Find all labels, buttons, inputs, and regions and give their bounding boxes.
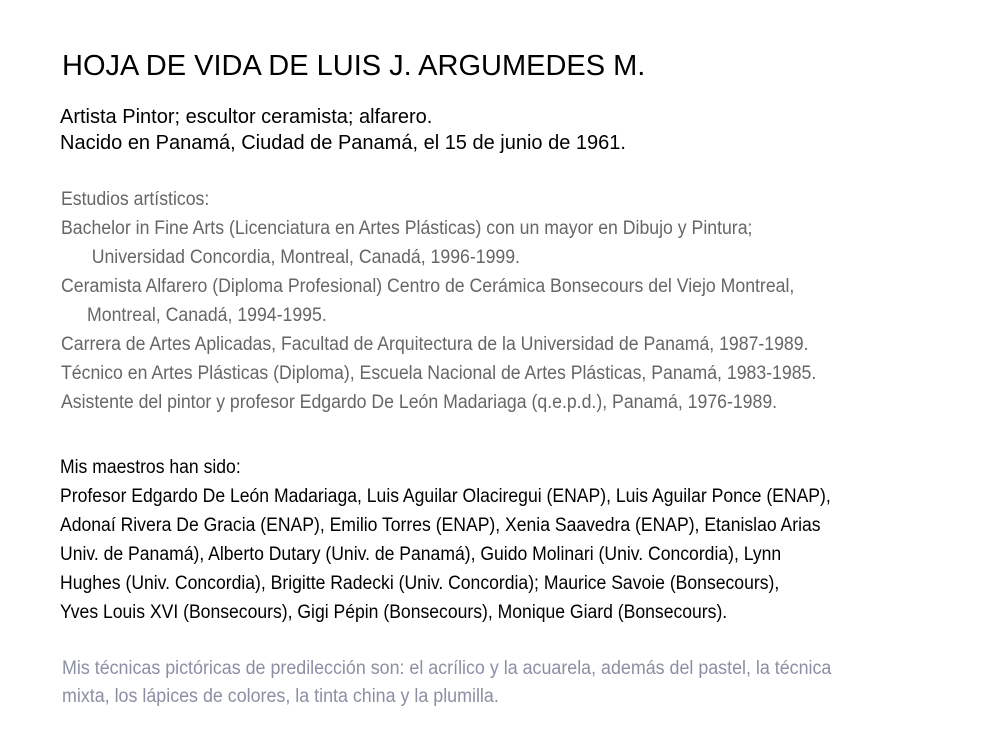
techniques-section xyxy=(62,655,831,711)
techniques-line: Mis técnicas pictóricas de predilección son: el acrílico y la acuarela, además del pastel, la técnica xyxy=(62,658,832,679)
teachers-line: Hughes (Univ. Concordia), Brigitte Radecki (Univ. Concordia); Maurice Savoie (Bonsecours), xyxy=(60,573,780,594)
studies-line: Carrera de Artes Aplicadas, Facultad de Arquitectura de la Universidad de Panamá, 1987-1989. xyxy=(61,334,809,355)
techniques-line: mixta, los lápices de colores, la tinta china y la plumilla. xyxy=(62,686,499,707)
teachers-section xyxy=(60,453,831,627)
intro-birth: Nacido en Panamá, Ciudad de Panamá, el 15 de junio de 1961. xyxy=(60,132,626,154)
studies-section xyxy=(61,185,816,417)
studies-line: Asistente del pintor y profesor Edgardo De León Madariaga (q.e.p.d.), Panamá, 1976-1989. xyxy=(61,392,778,413)
studies-line: Técnico en Artes Plásticas (Diploma), Escuela Nacional de Artes Plásticas, Panamá, 1983-1985. xyxy=(61,363,817,384)
page-title: HOJA DE VIDA DE LUIS J. ARGUMEDES M. xyxy=(62,50,646,82)
teachers-line: Yves Louis XVI (Bonsecours), Gigi Pépin (Bonsecours), Monique Giard (Bonsecours). xyxy=(60,602,728,623)
teachers-line: Adonaí Rivera De Gracia (ENAP), Emilio Torres (ENAP), Xenia Saavedra (ENAP), Etanislao Arias xyxy=(60,515,821,536)
teachers-line: Univ. de Panamá), Alberto Dutary (Univ. de Panamá), Guido Molinari (Univ. Concordia), Lynn xyxy=(60,544,782,565)
studies-heading: Estudios artísticos: xyxy=(61,189,210,210)
studies-line: Montreal, Canadá, 1994-1995. xyxy=(87,305,327,326)
studies-line: Bachelor in Fine Arts (Licenciatura en Artes Plásticas) con un mayor en Dibujo y Pintura; xyxy=(61,218,753,239)
teachers-heading: Mis maestros han sido: xyxy=(60,457,241,478)
intro-block xyxy=(60,104,626,156)
studies-line: Universidad Concordia, Montreal, Canadá, 1996-1999. xyxy=(91,247,520,268)
intro-profession: Artista Pintor; escultor ceramista; alfarero. xyxy=(60,106,433,128)
studies-line: Ceramista Alfarero (Diploma Profesional) Centro de Cerámica Bonsecours del Viejo Montreal, xyxy=(61,276,795,297)
teachers-line: Profesor Edgardo De León Madariaga, Luis Aguilar Olaciregui (ENAP), Luis Aguilar Ponce (ENAP), xyxy=(60,486,831,507)
